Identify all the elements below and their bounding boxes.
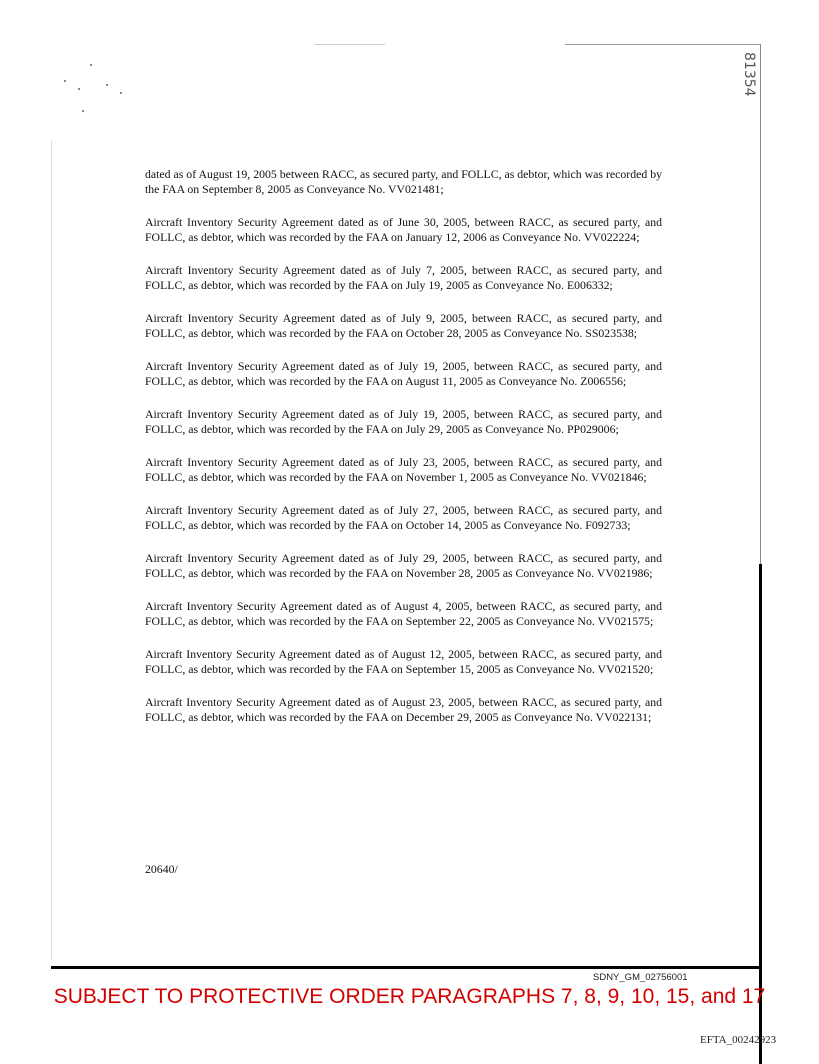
scan-top-border bbox=[565, 44, 760, 45]
paragraph: Aircraft Inventory Security Agreement dated as of August 4, 2005, between RACC, as secured party, and FOLLC, as debtor, which was recorded by the FAA on September 22, 2005 as Conveyance No. VV021575; bbox=[145, 599, 662, 628]
efta-number: EFTA_00242923 bbox=[700, 1034, 777, 1046]
page-bottom-edge bbox=[51, 966, 762, 969]
scan-artifact-line bbox=[315, 44, 385, 45]
paragraph: Aircraft Inventory Security Agreement dated as of July 9, 2005, between RACC, as secured party, and FOLLC, as debtor, which was recorded by the FAA on October 28, 2005 as Conveyance No. SS023538; bbox=[145, 311, 662, 340]
paragraph: Aircraft Inventory Security Agreement dated as of August 23, 2005, between RACC, as secured party, and FOLLC, as debtor, which was recorded by the FAA on December 29, 2005 as Conveyance No. VV022131; bbox=[145, 695, 662, 724]
paragraph: Aircraft Inventory Security Agreement dated as of July 23, 2005, between RACC, as secured party, and FOLLC, as debtor, which was recorded by the FAA on November 1, 2005 as Conveyance No. VV021846; bbox=[145, 455, 662, 484]
page-stamp-number: 81354 bbox=[741, 52, 757, 97]
paragraph: Aircraft Inventory Security Agreement dated as of June 30, 2005, between RACC, as secured party, and FOLLC, as debtor, which was recorded by the FAA on January 12, 2006 as Conveyance No. VV022224; bbox=[145, 215, 662, 244]
paragraph: Aircraft Inventory Security Agreement dated as of July 19, 2005, between RACC, as secured party, and FOLLC, as debtor, which was recorded by the FAA on July 29, 2005 as Conveyance No. PP029006; bbox=[145, 407, 662, 436]
document-reference: 20640/ bbox=[145, 862, 178, 876]
paragraph: Aircraft Inventory Security Agreement dated as of July 19, 2005, between RACC, as secured party, and FOLLC, as debtor, which was recorded by the FAA on August 11, 2005 as Conveyance No. Z006556; bbox=[145, 359, 662, 388]
scan-specks bbox=[60, 58, 140, 118]
paragraph: Aircraft Inventory Security Agreement dated as of July 29, 2005, between RACC, as secured party, and FOLLC, as debtor, which was recorded by the FAA on November 28, 2005 as Conveyance No. VV021986; bbox=[145, 551, 662, 580]
paragraph: dated as of August 19, 2005 between RACC, as secured party, and FOLLC, as debtor, which was recorded by the FAA on September 8, 2005 as Conveyance No. VV021481; bbox=[145, 167, 662, 196]
page-left-edge bbox=[51, 140, 52, 960]
paragraph: Aircraft Inventory Security Agreement dated as of July 27, 2005, between RACC, as secured party, and FOLLC, as debtor, which was recorded by the FAA on October 14, 2005 as Conveyance No. F092733; bbox=[145, 503, 662, 532]
paragraph: Aircraft Inventory Security Agreement dated as of July 7, 2005, between RACC, as secured party, and FOLLC, as debtor, which was recorded by the FAA on July 19, 2005 as Conveyance No. E006332; bbox=[145, 263, 662, 292]
page-right-edge bbox=[760, 44, 762, 1044]
protective-order-footer: SUBJECT TO PROTECTIVE ORDER PARAGRAPHS 7, 8, 9, 10, 15, and 17 bbox=[53, 985, 766, 1008]
document-body bbox=[145, 167, 662, 743]
paragraph: Aircraft Inventory Security Agreement dated as of August 12, 2005, between RACC, as secured party, and FOLLC, as debtor, which was recorded by the FAA on September 15, 2005 as Conveyance No. VV021520; bbox=[145, 647, 662, 676]
bates-number: SDNY_GM_02756001 bbox=[593, 972, 688, 983]
